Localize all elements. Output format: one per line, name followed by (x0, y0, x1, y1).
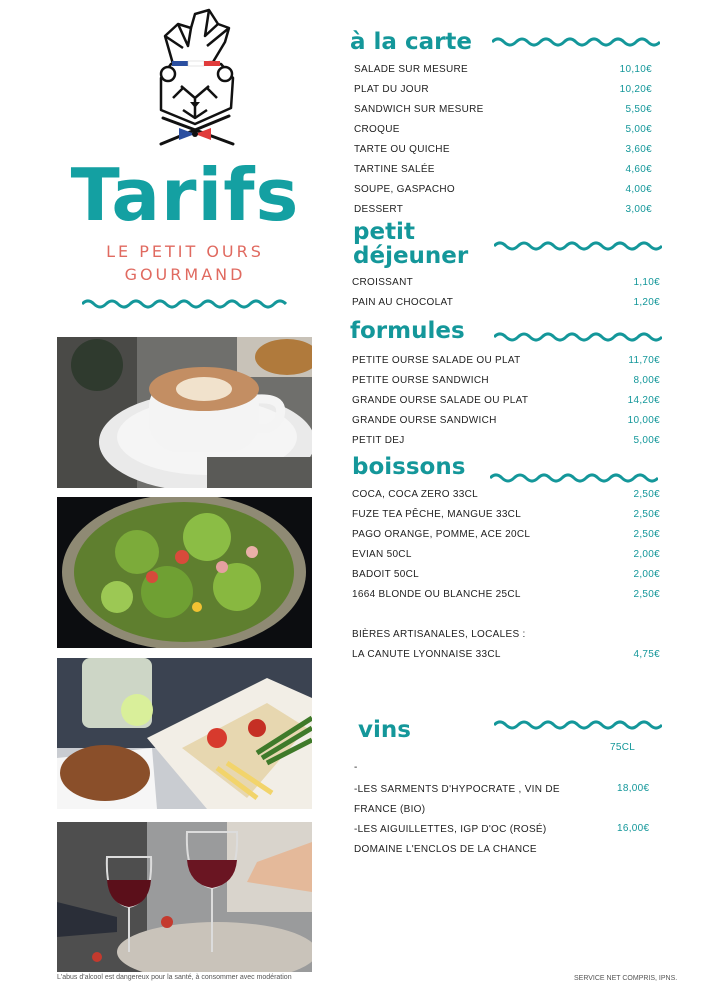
coffee-photo (57, 337, 312, 488)
wave-divider-petitdej (494, 240, 662, 252)
menu-item-name: GRANDE OURSE SALADE OU PLAT (352, 395, 529, 406)
menu-item-name: BADOIT 50CL (352, 569, 420, 580)
menu-item-name: DESSERT (354, 204, 404, 215)
menu-item-price: 2,00€ (633, 569, 660, 580)
menu-item-price: 14,20€ (627, 395, 660, 406)
section-title-boissons: boissons (352, 454, 466, 480)
chef-bear-logo-icon (143, 6, 247, 148)
menu-item-name: COCA, COCA ZERO 33CL (352, 489, 479, 500)
wine-glasses-photo (57, 822, 312, 972)
menu-item-price: 5,00€ (625, 124, 652, 135)
menu-item-name: SANDWICH SUR MESURE (354, 104, 484, 115)
food-tray-photo (57, 658, 312, 809)
menu-item-price: 11,70€ (628, 355, 660, 366)
wine-size-label: 75CL (610, 742, 636, 753)
subtitle-line1: LE PETIT OURS (106, 242, 264, 261)
menu-item-price: 2,50€ (633, 489, 660, 500)
section-title-formules: formules (350, 318, 465, 344)
section-title-vins: vins (358, 717, 411, 743)
salad-photo (57, 497, 312, 648)
menu-item-price: 3,60€ (625, 144, 652, 155)
menu-item-price: 2,50€ (633, 509, 660, 520)
artisanal-heading: BIÈRES ARTISANALES, LOCALES : (352, 629, 526, 640)
menu-item-name: PAIN AU CHOCOLAT (352, 297, 454, 308)
wine1-price: 18,00€ (617, 783, 650, 794)
page-title: Tarifs (70, 153, 300, 237)
wine1-line1: -LES SARMENTS D'HYPOCRATE , VIN DE (354, 784, 560, 795)
wave-divider-boissons (490, 472, 658, 484)
wave-divider-left (82, 298, 287, 310)
wine1-line2: FRANCE (BIO) (354, 804, 426, 815)
wave-divider-carte (492, 36, 660, 48)
menu-item-name: EVIAN 50CL (352, 549, 412, 560)
menu-item-name: SOUPE, GASPACHO (354, 184, 456, 195)
menu-item-name: LA CANUTE LYONNAISE 33CL (352, 649, 501, 660)
menu-item-name: PLAT DU JOUR (354, 84, 429, 95)
footer-left: L'abus d'alcool est dangereux pour la santé, à consommer avec modération (57, 974, 292, 981)
menu-item-price: 5,50€ (625, 104, 652, 115)
menu-item-price: 10,20€ (619, 84, 652, 95)
menu-item-name: PETIT DEJ (352, 435, 405, 446)
menu-item-price: 8,00€ (633, 375, 660, 386)
menu-item-price: 5,00€ (633, 435, 660, 446)
wave-divider-formules (494, 331, 662, 343)
wine2-line1: -LES AIGUILLETTES, IGP D'OC (ROSÉ) (354, 824, 547, 835)
menu-item-price: 10,10€ (619, 64, 652, 75)
menu-item-name: TARTINE SALÉE (354, 164, 435, 175)
menu-item-name: 1664 BLONDE OU BLANCHE 25CL (352, 589, 521, 600)
menu-item-price: 2,50€ (633, 589, 660, 600)
wine2-price: 16,00€ (617, 823, 650, 834)
menu-item-price: 1,10€ (633, 277, 660, 288)
section-title-petitdej-line2: déjeuner (353, 243, 469, 269)
menu-item-name: SALADE SUR MESURE (354, 64, 469, 75)
menu-item-price: 1,20€ (633, 297, 660, 308)
menu-item-price: 2,50€ (633, 529, 660, 540)
menu-item-name: CROISSANT (352, 277, 414, 288)
menu-item-price: 4,00€ (625, 184, 652, 195)
menu-item-name: TARTE OU QUICHE (354, 144, 450, 155)
wine2-line2: DOMAINE L'ENCLOS DE LA CHANCE (354, 844, 537, 855)
wine-dash: - (354, 762, 358, 773)
section-title-petitdej-line1: petit (353, 219, 415, 245)
subtitle-line2: GOURMAND (124, 265, 246, 284)
menu-item-name: PETITE OURSE SANDWICH (352, 375, 489, 386)
menu-item-name: PAGO ORANGE, POMME, ACE 20CL (352, 529, 531, 540)
menu-item-name: CROQUE (354, 124, 400, 135)
menu-item-name: GRANDE OURSE SANDWICH (352, 415, 497, 426)
menu-item-price: 4,60€ (625, 164, 652, 175)
wave-divider-vins (494, 719, 662, 731)
menu-item-price: 10,00€ (627, 415, 660, 426)
section-title-carte: à la carte (350, 29, 473, 55)
menu-item-price: 2,00€ (633, 549, 660, 560)
menu-item-price: 4,75€ (633, 649, 660, 660)
footer-right: SERVICE NET COMPRIS, IPNS. (574, 975, 678, 982)
menu-item-price: 3,00€ (625, 204, 652, 215)
menu-item-name: FUZE TEA PÊCHE, MANGUE 33CL (352, 509, 522, 520)
menu-item-name: PETITE OURSE SALADE OU PLAT (352, 355, 521, 366)
